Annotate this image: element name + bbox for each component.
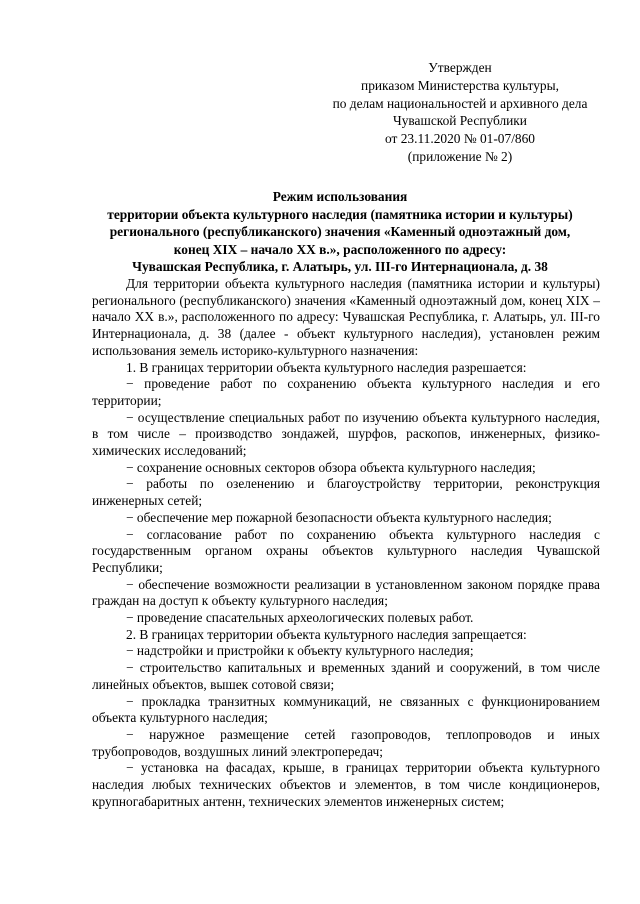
approval-line: (приложение № 2) — [407, 148, 513, 164]
list-item: − обеспечение возможности реализации в установленном законом порядке права граждан на доступ к объекту культурного наследия; — [92, 576, 600, 609]
list-item: − согласование работ по сохранению объекта культурного наследия с государственным органом охраны объектов культурного наследия Чувашской Республики; — [92, 526, 600, 575]
list-item: − строительство капитальных и временных зданий и сооружений, в том числе линейных объектов, вышек сотовой связи; — [92, 660, 600, 692]
title-line: конец XIX – начало XX в.», расположенного по адресу: — [173, 241, 507, 257]
list-item: − проведение работ по сохранению объекта культурного наследия и его территории; — [92, 376, 600, 408]
list-item: − работы по озеленению и благоустройству территории, реконструкция инженерных сетей; — [92, 476, 600, 509]
approval-line: от 23.11.2020 № 01-07/860 — [385, 131, 535, 147]
section-heading: 1. В границах территории объекта культурного наследия разрешается: — [126, 359, 527, 375]
document-body — [92, 276, 600, 811]
list-item: − надстройки и пристройки к объекту культурного наследия; — [126, 643, 474, 659]
approval-line: по делам национальностей и архивного дела — [332, 95, 588, 111]
approval-stamp — [320, 59, 600, 166]
list-item: − сохранение основных секторов обзора объекта культурного наследия; — [126, 459, 536, 475]
title-line: территории объекта культурного наследия (памятника истории и культуры) — [107, 206, 573, 222]
list-item: − наружное размещение сетей газопроводов, теплопроводов и иных трубопроводов, воздушных линий электропередач; — [92, 726, 600, 759]
approval-line: приказом Министерства культуры, — [361, 77, 559, 93]
list-item: − установка на фасадах, крыше, в границах территории объекта культурного наследия любых технических объектов и элементов, в том числе кондиционеров, крупногабаритных антенн, технических элементов инженерных систем; — [92, 760, 600, 809]
document-title — [70, 188, 610, 276]
section-heading: 2. В границах территории объекта культурного наследия запрещается: — [126, 626, 527, 642]
title-line: регионального (республиканского) значения «Каменный одноэтажный дом, — [109, 224, 571, 240]
list-item: − осуществление специальных работ по изучению объекта культурного наследия, в том числе – производство зондажей, шурфов, раскопов, инженерных, физико-химических исследований; — [92, 409, 600, 459]
title-line: Чувашская Республика, г. Алатырь, ул. III-го Интернационала, д. 38 — [132, 259, 548, 275]
approval-line: Утвержден — [428, 60, 492, 75]
title-line: Режим использования — [272, 189, 408, 204]
list-item: − прокладка транзитных коммуникаций, не связанных с функционированием объекта культурного наследия; — [92, 693, 600, 726]
approval-line: Чувашской Республики — [393, 113, 527, 129]
intro-paragraph: Для территории объекта культурного наследия (памятника истории и культуры) регионального (республиканского) значения «Каменный одноэтажный дом, конец XIX – начало XX в.», расположенного по адресу: Чувашская Республика, г. Алатырь, ул. III-го Интернационала, д. 38 (далее - объект культурного наследия), установлен режим использования земель историко-культурного назначения: — [92, 276, 600, 358]
list-item: − проведение спасательных археологических полевых работ. — [126, 610, 474, 626]
list-item: − обеспечение мер пожарной безопасности объекта культурного наследия; — [126, 509, 552, 525]
